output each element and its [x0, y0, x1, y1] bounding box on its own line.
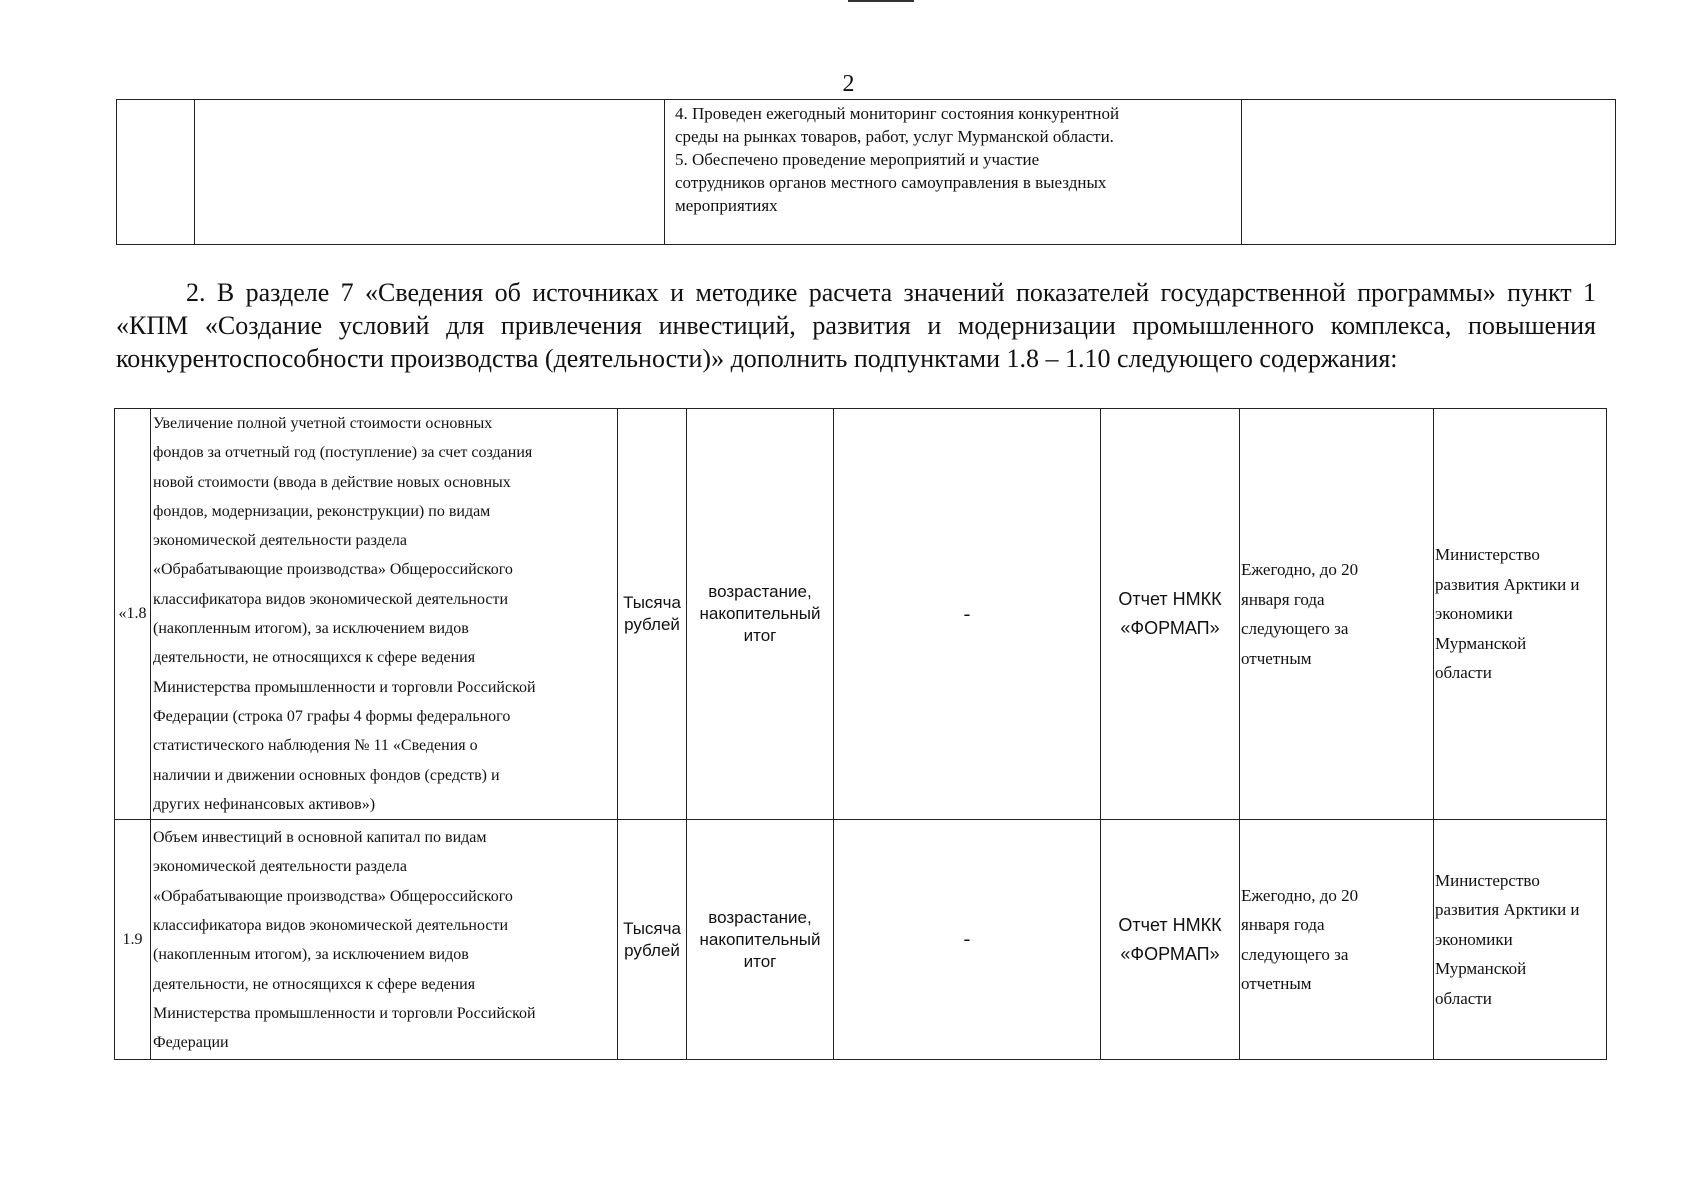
amendment-paragraph: 2. В разделе 7 «Сведения об источниках и методике расчета значений показателей государственной программы» пункт 1 «КПМ «Создание условий для привлечения инвестиций, развития и модернизации промышленного комплекса, повышения конкурентоспособности производства (деятельности)» дополнить подпунктами 1.8 – 1.10 следующего содержания:: [116, 278, 1596, 373]
unit-of-measure: Тысяча рублей: [618, 409, 687, 820]
page-number: 2: [842, 71, 855, 97]
table-cell-number: [117, 100, 195, 245]
results-text: 4. Проведен ежегодный мониторинг состояния конкурентной среды на рынках товаров, работ, услуг Мурманской области. 5. Обеспечено проведение мероприятий и участие сотрудников органов местного самоуправления в выездных мероприятиях: [675, 104, 1120, 215]
table-cell-empty: [1242, 100, 1616, 245]
data-source: Отчет НМКК «ФОРМАП»: [1101, 820, 1240, 1060]
data-source: Отчет НМКК «ФОРМАП»: [1101, 409, 1240, 820]
responsible-body: Министерство развития Арктики и экономики Мурманской области: [1434, 409, 1607, 820]
page-top-mark: [848, 0, 914, 2]
formula-cell: -: [834, 820, 1101, 1060]
unit-of-measure: Тысяча рублей: [618, 820, 687, 1060]
table-row: [115, 820, 1607, 1060]
responsible-body: Министерство развития Арктики и экономики Мурманской области: [1434, 820, 1607, 1060]
calculation-method: возрастание, накопительный итог: [687, 820, 834, 1060]
table-cell-name: [195, 100, 665, 245]
formula-cell: -: [834, 409, 1101, 820]
table-row: [117, 100, 1616, 245]
continuation-table: [116, 99, 1616, 245]
row-number: «1.8: [115, 409, 151, 820]
row-number: 1.9: [115, 820, 151, 1060]
indicators-table: [114, 408, 1607, 1060]
indicator-description: Увеличение полной учетной стоимости основных фондов за отчетный год (поступление) за счет создания новой стоимости (ввода в действие новых основных фондов, модернизации, реконструкции) по видам экономической деятельности раздела «Обрабатывающие производства» Общероссийского классификатора видов экономической деятельности (накопленным итогом), за исключением видов деятельности, не относящихся к сфере ведения Министерства промышленности и торговли Российской Федерации (строка 07 графы 4 формы федерального статистического наблюдения № 11 «Сведения о наличии и движении основных фондов (средств) и других нефинансовых активов»): [151, 409, 618, 820]
table-row: [115, 409, 1607, 820]
table-cell-results: [665, 100, 1242, 245]
indicator-description: Объем инвестиций в основной капитал по видам экономической деятельности раздела «Обрабатывающие производства» Общероссийского классификатора видов экономической деятельности (накопленным итогом), за исключением видов деятельности, не относящихся к сфере ведения Министерства промышленности и торговли Российской Федерации: [151, 820, 618, 1060]
deadline: Ежегодно, до 20 января года следующего за отчетным: [1240, 820, 1434, 1060]
deadline: Ежегодно, до 20 января года следующего за отчетным: [1240, 409, 1434, 820]
calculation-method: возрастание, накопительный итог: [687, 409, 834, 820]
